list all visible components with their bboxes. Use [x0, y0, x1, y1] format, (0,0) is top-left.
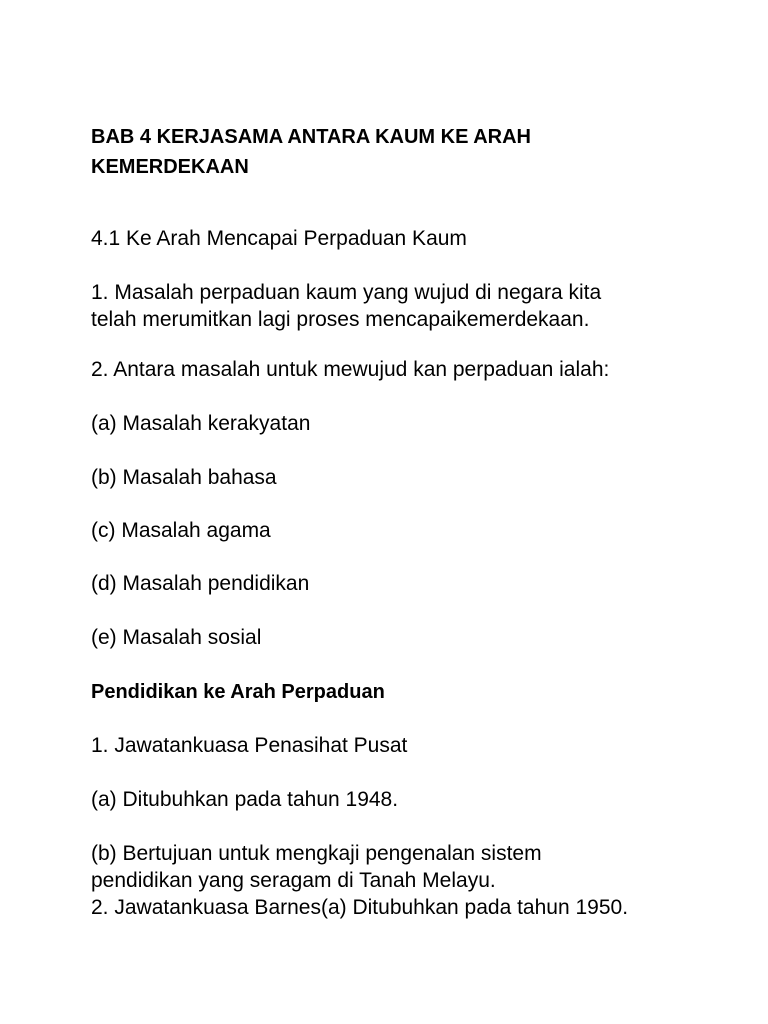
- list-item-e: (e) Masalah sosial: [91, 626, 262, 649]
- section-heading: 4.1 Ke Arah Mencapai Perpaduan Kaum: [91, 227, 467, 250]
- point-1-line-1: 1. Masalah perpaduan kaum yang wujud di negara kita: [91, 281, 602, 304]
- list-item-a: (a) Masalah kerakyatan: [91, 412, 311, 435]
- list-item-c: (c) Masalah agama: [91, 519, 271, 542]
- point-2: 2. Antara masalah untuk mewujud kan perpaduan ialah:: [91, 358, 610, 381]
- edu-point-1-b-line-2: pendidikan yang seragam di Tanah Melayu.: [91, 869, 496, 892]
- edu-point-1-b-line-1: (b) Bertujuan untuk mengkaji pengenalan sistem: [91, 842, 542, 865]
- edu-point-2: 2. Jawatankuasa Barnes(a) Ditubuhkan pada tahun 1950.: [91, 896, 629, 919]
- title-line-2: KEMERDEKAAN: [91, 156, 249, 178]
- subheading: Pendidikan ke Arah Perpaduan: [91, 681, 385, 703]
- title-line-1: BAB 4 KERJASAMA ANTARA KAUM KE ARAH: [91, 126, 531, 148]
- list-item-d: (d) Masalah pendidikan: [91, 572, 310, 595]
- edu-point-1-a: (a) Ditubuhkan pada tahun 1948.: [91, 788, 399, 811]
- list-item-b: (b) Masalah bahasa: [91, 466, 277, 489]
- point-1-line-2: telah merumitkan lagi proses mencapaikemerdekaan.: [91, 308, 590, 331]
- edu-point-1: 1. Jawatankuasa Penasihat Pusat: [91, 734, 408, 757]
